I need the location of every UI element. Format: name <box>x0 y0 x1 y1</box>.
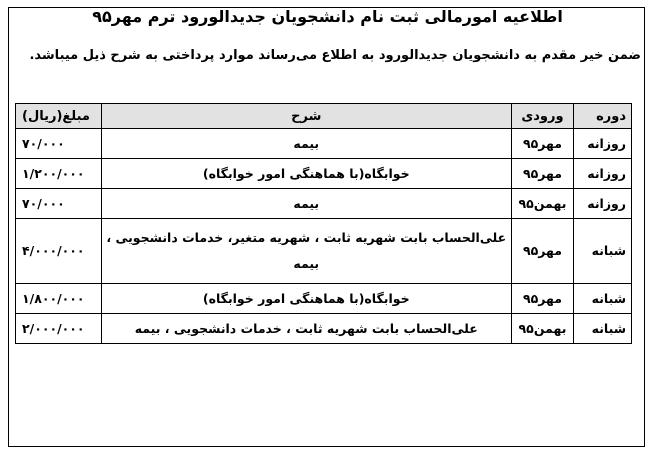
cell-description: علی‌الحساب بابت شهریه ثابت ، خدمات دانشجویی ، بیمه <box>101 314 511 344</box>
page-title: اطلاعیه امورمالی ثبت نام دانشجویان جدیدالورود ترم مهر۹۵ <box>92 7 563 26</box>
cell-description: علی‌الحساب بابت شهریه ثابت ، شهریه متغیر، خدمات دانشجویی ، بیمه <box>101 219 511 284</box>
header-description: شرح <box>101 104 511 129</box>
payments-table <box>15 103 632 344</box>
cell-period: شبانه <box>574 219 632 284</box>
cell-description: بیمه <box>101 189 511 219</box>
table-row <box>16 189 632 219</box>
cell-period: روزانه <box>574 159 632 189</box>
table-row <box>16 284 632 314</box>
cell-amount: ۲/۰۰۰/۰۰۰ <box>16 314 102 344</box>
cell-amount: ۷۰/۰۰۰ <box>16 129 102 159</box>
cell-entry: مهر۹۵ <box>511 284 574 314</box>
cell-amount: ۱/۲۰۰/۰۰۰ <box>16 159 102 189</box>
cell-period: شبانه <box>574 314 632 344</box>
cell-entry: بهمن۹۵ <box>511 189 574 219</box>
cell-description: بیمه <box>101 129 511 159</box>
cell-amount: ۷۰/۰۰۰ <box>16 189 102 219</box>
cell-description: خوابگاه(با هماهنگی امور خوابگاه) <box>101 284 511 314</box>
cell-entry: مهر۹۵ <box>511 219 574 284</box>
header-amount: مبلغ(ریال) <box>16 104 102 129</box>
table-header-row <box>16 104 632 129</box>
cell-period: شبانه <box>574 284 632 314</box>
table-row <box>16 219 632 284</box>
intro-paragraph: ضمن خیر مقدم به دانشجویان جدیدالورود به اطلاع می‌رساند موارد پرداختی به شرح ذیل میباشد. <box>29 48 641 63</box>
cell-amount: ۴/۰۰۰/۰۰۰ <box>16 219 102 284</box>
cell-period: روزانه <box>574 129 632 159</box>
cell-entry: مهر۹۵ <box>511 129 574 159</box>
cell-description: خوابگاه(با هماهنگی امور خوابگاه) <box>101 159 511 189</box>
header-entry: ورودی <box>511 104 574 129</box>
header-period: دوره <box>574 104 632 129</box>
cell-entry: مهر۹۵ <box>511 159 574 189</box>
cell-entry: بهمن۹۵ <box>511 314 574 344</box>
table-row <box>16 159 632 189</box>
table-row <box>16 314 632 344</box>
cell-period: روزانه <box>574 189 632 219</box>
table-row <box>16 129 632 159</box>
cell-amount: ۱/۸۰۰/۰۰۰ <box>16 284 102 314</box>
